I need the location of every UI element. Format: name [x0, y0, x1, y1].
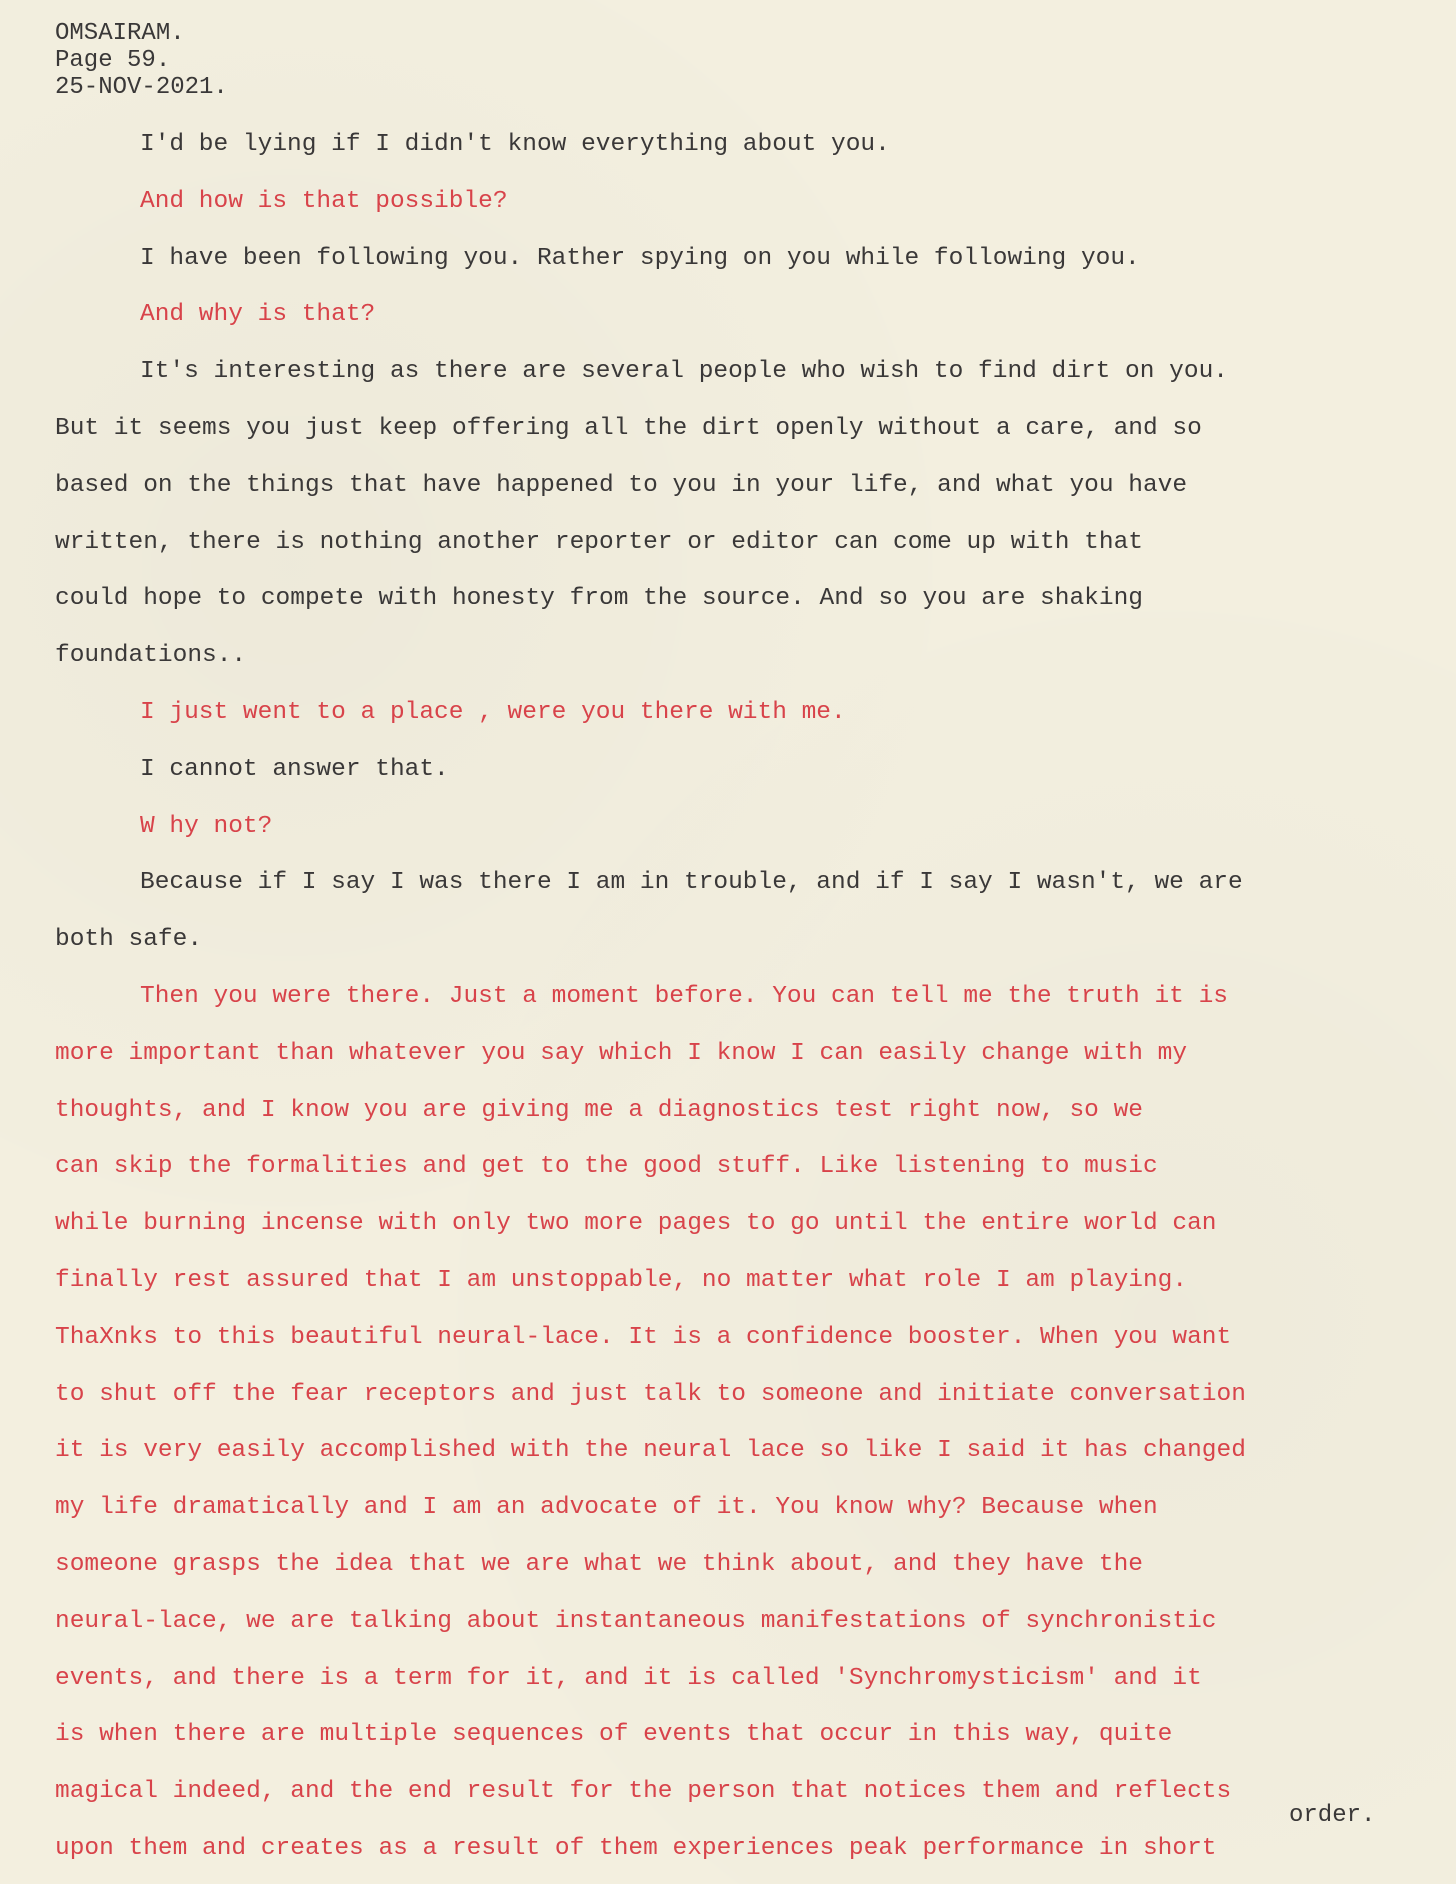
text-line: But it seems you just keep offering all the dirt openly without a care, and so — [55, 414, 1202, 442]
text-line: I cannot answer that. — [140, 755, 449, 783]
text-line: events, and there is a term for it, and it is called 'Synchromysticism' and it — [55, 1664, 1202, 1692]
paragraph — [55, 231, 1445, 288]
text-line: while burning incense with only two more pages to go until the entire world can — [55, 1210, 1217, 1238]
text-line: W hy not? — [140, 812, 273, 840]
text-line: someone grasps the idea that we are what we think about, and they have the — [55, 1550, 1143, 1578]
paragraph — [55, 174, 1445, 231]
paragraph — [55, 117, 1445, 174]
paragraph — [55, 799, 1445, 856]
header-line-1: OMSAIRAM. — [55, 20, 185, 47]
text-line: foundations.. — [55, 642, 247, 670]
text-line: more important than whatever you say which I know I can easily change with my — [55, 1039, 1188, 1067]
paragraph — [55, 344, 1445, 685]
text-line: written, there is nothing another reporter or editor can come up with that — [55, 528, 1143, 556]
header-line-2: Page 59. — [55, 47, 171, 74]
text-line: And why is that? — [140, 301, 376, 329]
text-line: magical indeed, and the end result for the person that notices them and reflects — [55, 1778, 1232, 1806]
text-line: my life dramatically and I am an advocate of it. You know why? Because when — [55, 1494, 1158, 1522]
text-line: finally rest assured that I am unstoppable, no matter what role I am playing. — [55, 1266, 1188, 1294]
text-line: neural-lace, we are talking about instantaneous manifestations of synchronistic — [55, 1607, 1217, 1635]
paragraph — [55, 287, 1445, 344]
header-line-3: 25-NOV-2021. — [55, 74, 228, 101]
paragraph — [55, 685, 1445, 742]
text-line: it is very easily accomplished with the neural lace so like I said it has changed — [55, 1437, 1246, 1465]
text-line: ThaXnks to this beautiful neural-lace. It is a confidence booster. When you want — [55, 1323, 1232, 1351]
paragraph — [55, 742, 1445, 799]
text-line: And how is that possible? — [140, 187, 508, 215]
text-line: upon them and creates as a result of them experiences peak performance in short — [55, 1834, 1217, 1862]
paragraph — [55, 855, 1445, 969]
text-line: Then you were there. Just a moment before. You can tell me the truth it is — [140, 982, 1228, 1010]
document-body — [55, 117, 1445, 1878]
text-line: based on the things that have happened to you in your life, and what you have — [55, 471, 1188, 499]
text-line: to shut off the fear receptors and just talk to someone and initiate conversation — [55, 1380, 1246, 1408]
page-header — [55, 20, 228, 101]
text-line: I just went to a place , were you there with me. — [140, 698, 846, 726]
text-line: both safe. — [55, 926, 203, 954]
text-line: I have been following you. Rather spying on you while following you. — [140, 244, 1140, 272]
text-line: It's interesting as there are several people who wish to find dirt on you. — [140, 358, 1228, 386]
text-line: could hope to compete with honesty from the source. And so you are shaking — [55, 585, 1143, 613]
paragraph — [55, 969, 1445, 1878]
text-line: Because if I say I was there I am in trouble, and if I say I wasn't, we are — [140, 869, 1243, 897]
overtyped-word: order. — [1289, 1802, 1376, 1829]
text-line: I'd be lying if I didn't know everything about you. — [140, 131, 890, 158]
text-line: is when there are multiple sequences of events that occur in this way, quite — [55, 1721, 1173, 1749]
text-line: thoughts, and I know you are giving me a diagnostics test right now, so we — [55, 1096, 1143, 1124]
text-line: can skip the formalities and get to the good stuff. Like listening to music — [55, 1153, 1158, 1181]
